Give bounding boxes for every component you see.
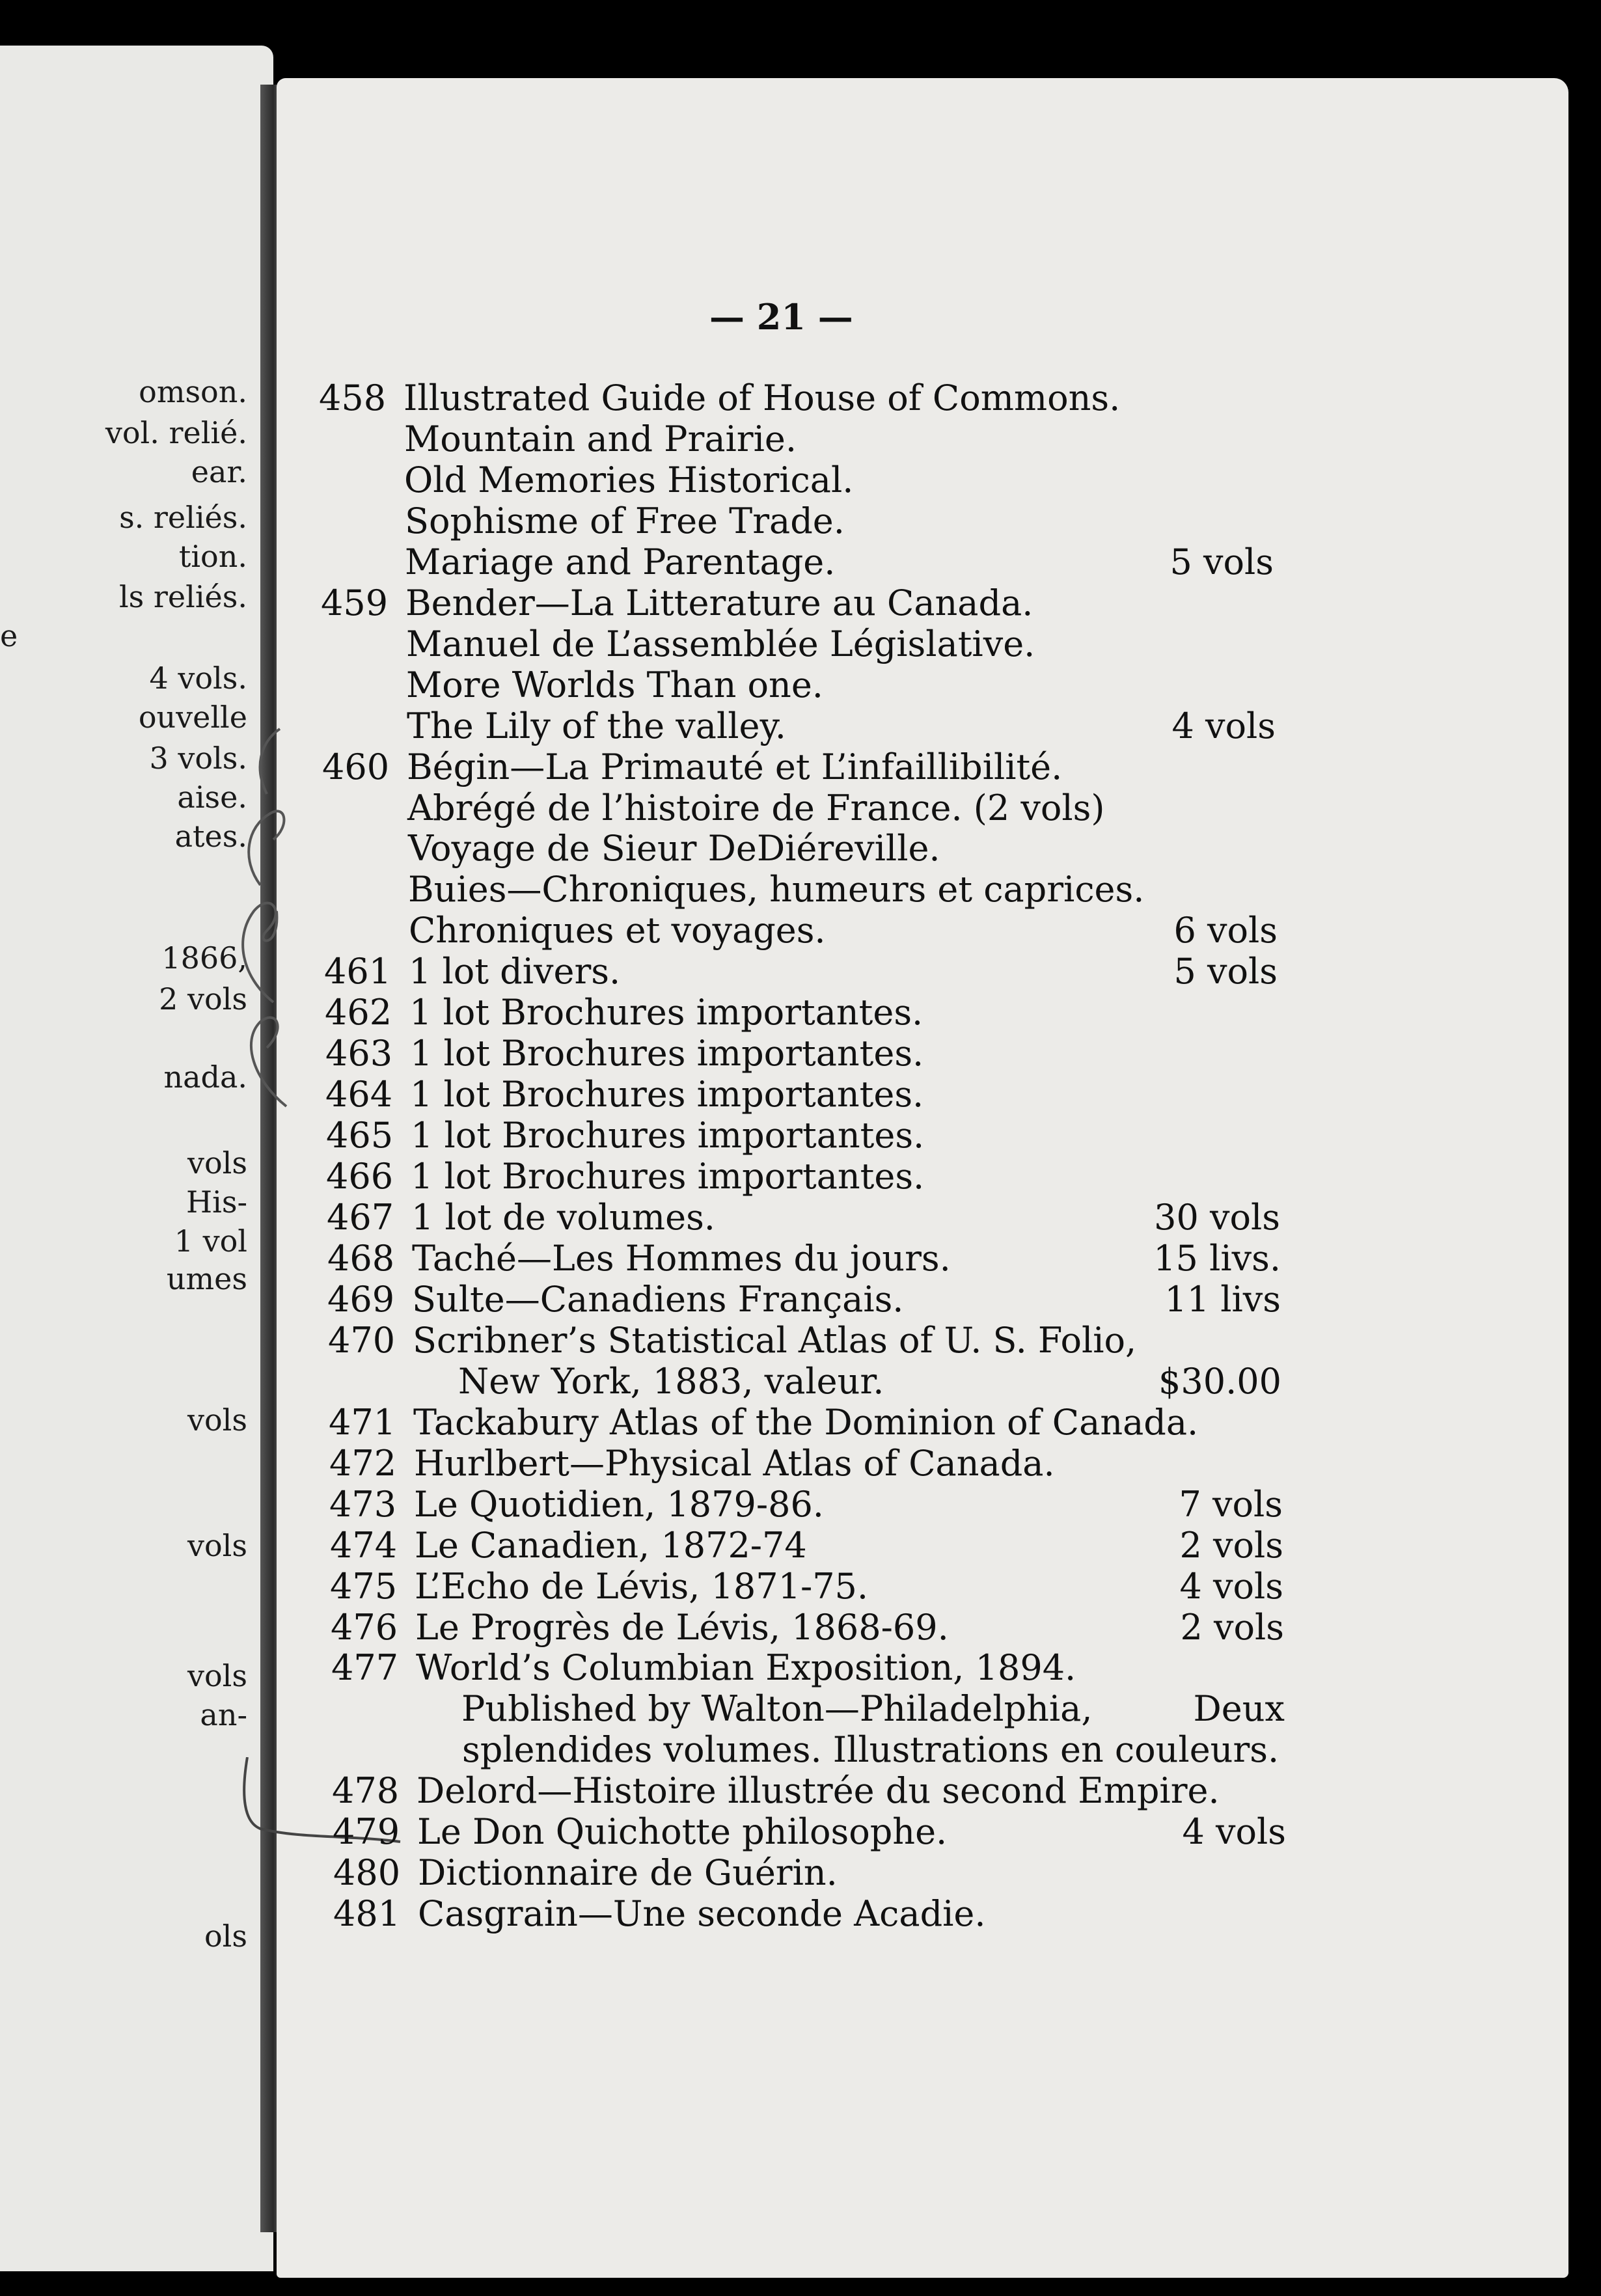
entry-title: World’s Columbian Exposition, 1894. (416, 1647, 1076, 1689)
entry-title: Bégin—La Primauté et L’infaillibilité. (407, 746, 1063, 787)
entry-title: The Lily of the valley. (407, 705, 786, 746)
entry-title: Le Quotidien, 1879-86. (414, 1483, 824, 1525)
left-page-fragment: 1866, (161, 940, 247, 976)
catalogue-entry (0, 1402, 1601, 1442)
left-page-fragment: ear. (191, 454, 247, 489)
lot-number: 481 (333, 1893, 401, 1935)
left-page-fragment: vols (187, 1145, 247, 1181)
left-page-fragment: umes (166, 1261, 247, 1296)
left-page-fragment: an- (200, 1697, 247, 1732)
lot-number: 474 (330, 1524, 398, 1566)
entry-title: Tackabury Atlas of the Dominion of Canada. (413, 1401, 1199, 1443)
entry-title: More Worlds Than one. (406, 664, 823, 705)
entry-title: Manuel de L’assemblée Législative. (406, 623, 1035, 664)
entry-quantity: 2 vols (1179, 1524, 1283, 1566)
catalogue-entry (0, 951, 1601, 991)
lot-number: 467 (327, 1197, 394, 1238)
catalogue-entry (0, 1852, 1601, 1893)
lot-number: 460 (322, 746, 390, 787)
catalogue-entry (0, 1688, 1601, 1729)
left-page-fragment: ouvelle (138, 700, 247, 735)
left-page-fragment: s. reliés. (119, 500, 247, 535)
entry-title: Casgrain—Une seconde Acadie. (418, 1893, 986, 1935)
left-page-fragment: 4 vols. (149, 661, 247, 696)
entry-title: splendides volumes. Illustrations en couleurs. (462, 1729, 1279, 1771)
catalogue-entry (0, 1074, 1601, 1114)
left-page-fragment: His- (186, 1184, 247, 1220)
lot-number: 462 (325, 992, 392, 1033)
entry-title: Scribner’s Statistical Atlas of U. S. Folio, (413, 1319, 1137, 1361)
lot-number: 470 (328, 1319, 396, 1361)
entry-title: 1 lot Brochures importantes. (410, 1033, 924, 1074)
entry-quantity: $30.00 (1158, 1360, 1281, 1402)
catalogue-entry (0, 828, 1601, 868)
entry-quantity: 5 vols (1173, 951, 1278, 992)
lot-number: 479 (333, 1811, 400, 1853)
entry-title: 1 lot divers. (409, 951, 621, 992)
entry-title: Taché—Les Hommes du jours. (412, 1237, 951, 1279)
entry-title: 1 lot Brochures importantes. (410, 1074, 924, 1115)
catalogue-entry (0, 1566, 1601, 1606)
entry-title: 1 lot Brochures importantes. (409, 992, 924, 1033)
lot-number: 473 (329, 1483, 397, 1525)
entry-quantity: 30 vols (1154, 1197, 1280, 1238)
catalogue-entry (0, 910, 1601, 950)
entry-title: Sulte—Canadiens Français. (412, 1278, 904, 1320)
entry-title: Old Memories Historical. (404, 459, 854, 500)
lot-number: 459 (321, 582, 389, 623)
entry-title: 1 lot Brochures importantes. (411, 1115, 925, 1156)
entry-quantity: 5 vols (1170, 541, 1274, 582)
left-page-fragment: ols (204, 1919, 247, 1954)
entry-title: Published by Walton—Philadelphia, (461, 1688, 1093, 1730)
left-page-fragment: 2 vols (159, 981, 247, 1017)
entry-title: Le Don Quichotte philosophe. (417, 1811, 948, 1853)
catalogue-entry (0, 1361, 1601, 1401)
entry-title: Hurlbert—Physical Atlas of Canada. (414, 1442, 1055, 1484)
entry-quantity: 4 vols (1171, 705, 1276, 746)
lot-number: 471 (329, 1401, 396, 1443)
entry-title: Le Canadien, 1872-74 (415, 1524, 807, 1566)
entry-title: 1 lot Brochures importantes. (411, 1156, 925, 1197)
catalogue-entry (0, 623, 1601, 664)
entry-title: 1 lot de volumes. (411, 1197, 715, 1238)
left-page-fragment: vol. relié. (105, 415, 247, 450)
catalogue-entry (0, 1320, 1601, 1360)
catalogue-entry (0, 664, 1601, 705)
lot-number: 461 (324, 951, 392, 992)
entry-quantity: 7 vols (1179, 1483, 1283, 1525)
lot-number: 463 (325, 1033, 393, 1074)
catalogue-entry (0, 377, 1601, 418)
catalogue-entry (0, 869, 1601, 909)
entry-title: Mountain and Prairie. (404, 418, 797, 459)
left-page-fragment: vols (187, 1402, 247, 1438)
catalogue-entry (0, 1729, 1601, 1770)
page-number: — 21 — (709, 296, 853, 338)
entry-title: Bender—La Litterature au Canada. (405, 582, 1033, 623)
left-page-fragment: ates. (174, 819, 247, 854)
catalogue-entry (0, 541, 1601, 582)
entry-quantity: 4 vols (1182, 1811, 1286, 1853)
entry-quantity: 6 vols (1173, 910, 1278, 951)
left-page-fragment: vols (187, 1658, 247, 1693)
lot-number: 477 (331, 1647, 399, 1689)
lot-number: 466 (326, 1156, 394, 1197)
catalogue-entry (0, 1033, 1601, 1073)
left-page-fragment: aise. (177, 780, 247, 815)
entry-title: Illustrated Guide of House of Commons. (404, 377, 1121, 418)
left-page-fragment: tion. (178, 539, 247, 574)
entry-title: Sophisme of Free Trade. (405, 500, 845, 541)
lot-number: 478 (332, 1770, 400, 1812)
catalogue-entry (0, 992, 1601, 1032)
left-page-fragment: 1 vol (174, 1223, 247, 1259)
catalogue-entry (0, 1238, 1601, 1278)
lot-number: 458 (319, 377, 387, 418)
catalogue-entry (0, 1156, 1601, 1196)
entry-title: Le Progrès de Lévis, 1868-69. (415, 1606, 949, 1648)
catalogue-entry (0, 1770, 1601, 1811)
catalogue-entry (0, 1197, 1601, 1237)
left-page-fragment: omson. (139, 374, 247, 409)
entry-title: Chroniques et voyages. (409, 910, 826, 951)
left-page-fragment: vols (187, 1528, 247, 1563)
catalogue-entry (0, 1811, 1601, 1852)
catalogue-entry (0, 500, 1601, 541)
lot-number: 472 (329, 1442, 397, 1484)
left-page-fragment: e (0, 618, 18, 653)
lot-number: 468 (327, 1237, 395, 1279)
catalogue-entry (0, 1484, 1601, 1524)
entry-quantity: 11 livs (1164, 1278, 1281, 1320)
entry-title: Abrégé de l’histoire de France. (2 vols) (407, 787, 1105, 828)
lot-number: 480 (333, 1852, 401, 1894)
entry-title: Voyage de Sieur DeDiéreville. (408, 828, 940, 869)
entry-title: New York, 1883, valeur. (458, 1360, 884, 1402)
catalogue-entry (0, 418, 1601, 459)
entry-title: Delord—Histoire illustrée du second Empire. (417, 1770, 1220, 1812)
lot-number: 464 (325, 1074, 393, 1115)
catalogue-entry (0, 746, 1601, 787)
entry-title: L’Echo de Lévis, 1871-75. (415, 1565, 869, 1607)
catalogue-entry (0, 705, 1601, 746)
catalogue-entry (0, 1647, 1601, 1688)
entry-title: Mariage and Parentage. (405, 541, 836, 582)
entry-title: Dictionnaire de Guérin. (418, 1852, 838, 1894)
catalogue-entry (0, 1607, 1601, 1647)
catalogue-entry (0, 459, 1601, 500)
catalogue-entry (0, 1525, 1601, 1565)
entry-title: Buies—Chroniques, humeurs et caprices. (408, 869, 1145, 910)
entry-quantity: 15 livs. (1153, 1237, 1281, 1279)
catalogue-entry (0, 582, 1601, 623)
left-page-fragment: nada. (163, 1059, 247, 1095)
catalogue-entry (0, 1893, 1601, 1934)
entry-quantity: 2 vols (1180, 1606, 1284, 1648)
catalogue-entry (0, 787, 1601, 828)
left-page-fragment: ls reliés. (118, 579, 247, 614)
catalogue-entry (0, 1443, 1601, 1483)
left-page-fragment: 3 vols. (149, 741, 247, 776)
catalogue-entry (0, 1279, 1601, 1319)
lot-number: 475 (330, 1565, 398, 1607)
catalogue-entry (0, 1115, 1601, 1155)
lot-number: 469 (327, 1278, 395, 1320)
lot-number: 476 (331, 1606, 398, 1648)
entry-quantity: Deux (1193, 1688, 1285, 1730)
entry-quantity: 4 vols (1179, 1565, 1283, 1607)
lot-number: 465 (326, 1115, 394, 1156)
